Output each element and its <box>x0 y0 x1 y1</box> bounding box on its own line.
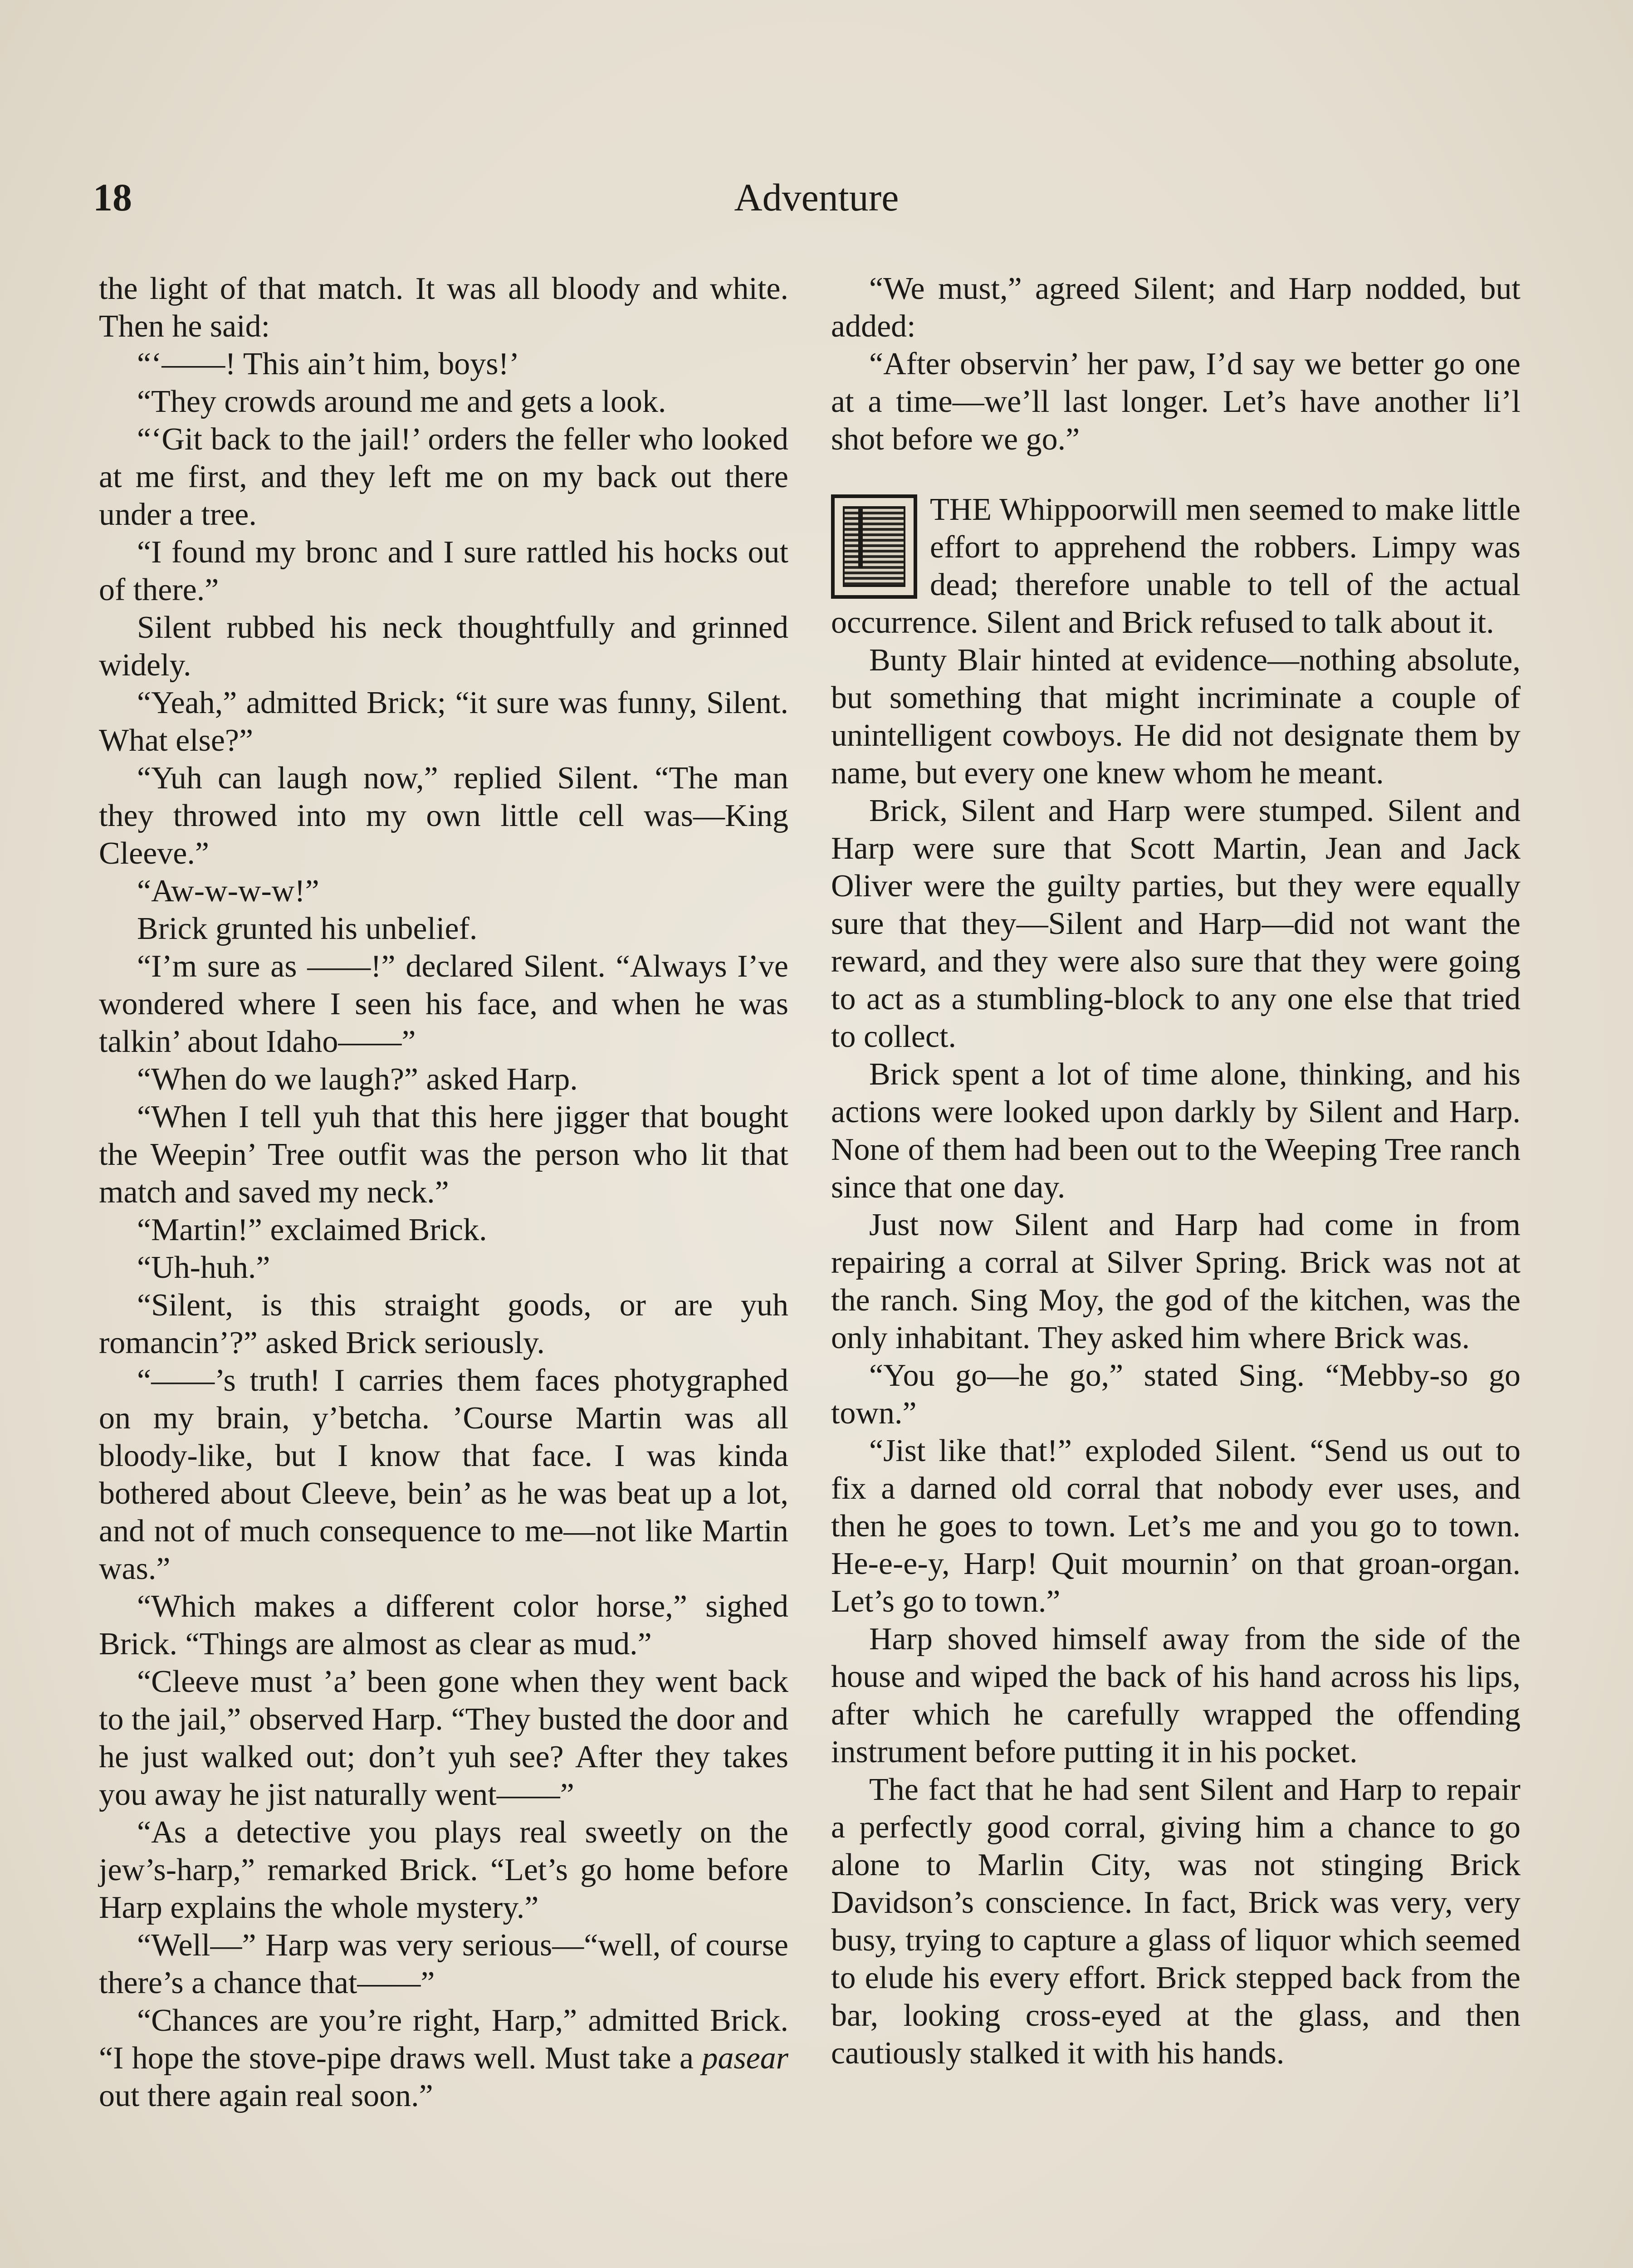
paragraph: “Aw-w-w-w!” <box>137 874 319 909</box>
paragraph: “We must,” agreed Silent; and Harp nodded, but added: <box>831 271 1521 344</box>
paragraph: Harp shoved himself away from the side of the house and wiped the back of his hand across his lips, after which he carefully wrapped the offending instrument before putting it in his pocket. <box>831 1622 1521 1769</box>
paragraph: “Well—” Harp was very serious—“well, of course there’s a chance that——” <box>99 1928 788 2000</box>
page-header <box>0 175 1633 229</box>
paragraph: “Uh-huh.” <box>137 1250 270 1285</box>
paragraph: “Martin!” exclaimed Brick. <box>137 1212 487 1247</box>
illustrated-initial-icon <box>831 494 917 599</box>
paragraph: Bunty Blair hinted at evidence—nothing absolute, but something that might incriminate a couple of unintelligent cowboys. He did not designate them by name, but every one knew whom he meant. <box>831 643 1521 791</box>
paragraph: “As a detective you plays real sweetly on the jew’s-harp,” remarked Brick. “Let’s go home before Harp explains the whole mystery.” <box>99 1815 788 1925</box>
paragraph: “Jist like that!” exploded Silent. “Send us out to fix a darned old corral that nobody ever uses, and then he goes to town. Let’s me and you go to town. He-e-e-y, Harp! Quit mournin’ on that groan-organ. Let’s go to town.” <box>831 1433 1521 1619</box>
paragraph: The fact that he had sent Silent and Harp to repair a perfectly good corral, giving him a chance to go alone to Marlin City, was not stinging Brick Davidson’s conscience. In fact, Brick was very, very busy, trying to capture a glass of liquor which seemed to elude his every effort. Brick stepped back from the bar, looking cross-eyed at the glass, and then cautiously stalked it with his hands. <box>831 1772 1521 2071</box>
paragraph: “When I tell yuh that this here jigger that bought the Weepin’ Tree outfit was the person who lit that match and saved my neck.” <box>99 1100 788 1210</box>
paragraph: Just now Silent and Harp had come in from repairing a corral at Silver Spring. Brick was not at the ranch. Sing Moy, the god of the kitchen, was the only inhabitant. They asked him where Brick was. <box>831 1207 1521 1355</box>
left-column <box>99 270 788 2115</box>
paragraph: “Silent, is this straight goods, or are yuh romancin’?” asked Brick seriously. <box>99 1288 788 1360</box>
paragraph: “‘——! This ain’t him, boys!’ <box>137 347 520 381</box>
paragraph: Brick spent a lot of time alone, thinking, and his actions were looked upon darkly by Silent and Harp. None of them had been out to the Weeping Tree ranch since that one day. <box>831 1057 1521 1205</box>
paragraph: “‘Git back to the jail!’ orders the feller who looked at me first, and they left me on my back out there under a tree. <box>99 422 788 532</box>
italic-word: pasear <box>702 2041 788 2076</box>
paragraph: “Yuh can laugh now,” replied Silent. “The man they throwed into my own little cell was—King Cleeve.” <box>99 761 788 871</box>
paragraph: the light of that match. It was all bloody and white. Then he said: <box>99 271 788 344</box>
paragraph: “After observin’ her paw, I’d say we better go one at a time—we’ll last longer. Let’s have another li’l shot before we go.” <box>831 347 1521 457</box>
text-run: out there again real soon.” <box>99 2078 433 2113</box>
right-column <box>831 270 1521 2072</box>
paragraph-with-italic <box>99 2002 788 2115</box>
paragraph: “Yeah,” admitted Brick; “it sure was funny, Silent. What else?” <box>99 685 788 758</box>
paragraph: “I found my bronc and I sure rattled his hocks out of there.” <box>99 535 788 607</box>
section-opening <box>831 491 1521 641</box>
paragraph: “I’m sure as ——!” declared Silent. “Always I’ve wondered where I seen his face, and when he was talkin’ about Idaho——” <box>99 949 788 1059</box>
running-title: Adventure <box>734 176 899 219</box>
paragraph: “Cleeve must ’a’ been gone when they went back to the jail,” observed Harp. “They busted the door and he just walked out; don’t yuh see? After they takes you away he jist naturally went——” <box>99 1664 788 1812</box>
text-run: “Chances are you’re right, Harp,” admitted Brick. “I hope the stove-pipe draws well. Must take a <box>99 2003 788 2076</box>
section-opening-text: THE Whippoorwill men seemed to make little effort to apprehend the robbers. Limpy was dead; therefore unable to tell of the actual occurrence. Silent and Brick refused to talk about it. <box>831 492 1521 640</box>
paragraph: Brick grunted his unbelief. <box>137 911 478 946</box>
paragraph: Brick, Silent and Harp were stumped. Silent and Harp were sure that Scott Martin, Jean and Jack Oliver were the guilty parties, but they were equally sure that they—Silent and Harp—did not want the reward, and they were also sure that they were going to act as a stumbling-block to any one else that tried to collect. <box>831 793 1521 1054</box>
paragraph: “When do we laugh?” asked Harp. <box>137 1062 578 1097</box>
paragraph: “You go—he go,” stated Sing. “Mebby-so go town.” <box>831 1358 1521 1431</box>
paragraph: Silent rubbed his neck thoughtfully and grinned widely. <box>99 610 788 683</box>
page-number: 18 <box>93 176 132 219</box>
paragraph: “They crowds around me and gets a look. <box>137 384 666 419</box>
paragraph: “Which makes a different color horse,” sighed Brick. “Things are almost as clear as mud.” <box>99 1589 788 1662</box>
paragraph: “——’s truth! I carries them faces photygraphed on my brain, y’betcha. ’Course Martin was all bloody-like, but I know that face. I was kinda bothered about Cleeve, bein’ as he was beat up a lot, and not of much consequence to me—not like Martin was.” <box>99 1363 788 1586</box>
